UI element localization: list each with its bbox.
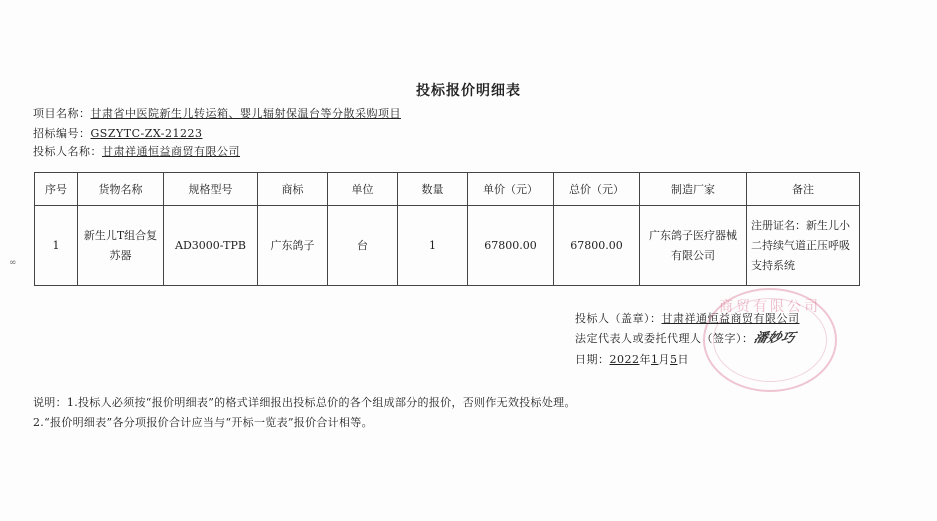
header-total-price: 总价（元） [554, 173, 640, 206]
seal-text: 商贸有限公司 [719, 299, 821, 315]
cell-unit: 台 [328, 206, 398, 286]
tender-number-label: 招标编号： [33, 127, 91, 140]
header-quantity: 数量 [398, 173, 468, 206]
cell-quantity: 1 [398, 206, 468, 286]
bidder-name-line [33, 145, 240, 159]
header-unit-price: 单价（元） [468, 173, 554, 206]
cell-manufacturer: 广东鸽子医疗器械有限公司 [640, 206, 747, 286]
representative-label: 法定代表人或委托代理人（签字）： [575, 332, 754, 345]
representative-line [575, 331, 797, 346]
note-line-1: 说明：1.投标人必须按“报价明细表”的格式详细报出投标总价的各个组成部分的报价，否则作无效投标处理。 [33, 396, 576, 409]
bidder-seal-label: 投标人（盖章）： [575, 312, 662, 325]
bidder-name-label: 投标人名称： [33, 145, 102, 158]
header-manufacturer: 制造厂家 [640, 173, 747, 206]
date-day-unit: 日 [677, 353, 689, 366]
header-unit: 单位 [328, 173, 398, 206]
date-year: 2022 [609, 353, 640, 366]
date-month-unit: 月 [658, 353, 670, 366]
cell-goods-name: 新生儿T组合复苏器 [78, 206, 164, 286]
cell-brand: 广东鸽子 [258, 206, 328, 286]
bidder-seal-value: 甘肃祥通恒益商贸有限公司 [661, 312, 800, 325]
cell-model: AD3000-TPB [164, 206, 258, 286]
header-brand: 商标 [258, 173, 328, 206]
header-model: 规格型号 [164, 173, 258, 206]
table-row [35, 206, 860, 286]
tender-number-value: GSZYTC-ZX-21223 [90, 127, 203, 140]
bidder-seal-line [575, 312, 800, 326]
project-name-label: 项目名称： [33, 107, 91, 120]
tender-number-line [33, 127, 203, 141]
date-line [575, 353, 689, 367]
table-header-row [35, 173, 860, 206]
date-day: 5 [670, 353, 678, 366]
note-line-2: 2.“报价明细表”各分项报价合计应当与“开标一览表”报价合计相等。 [33, 416, 373, 429]
date-month: 1 [651, 353, 659, 366]
cell-seq: 1 [35, 206, 78, 286]
cell-total-price: 67800.00 [554, 206, 640, 286]
bidder-name-value: 甘肃祥通恒益商贸有限公司 [102, 145, 240, 158]
header-seq: 序号 [35, 173, 78, 206]
cell-unit-price: 67800.00 [468, 206, 554, 286]
representative-signature: 潘妙巧 [751, 331, 797, 346]
header-goods-name: 货物名称 [78, 173, 164, 206]
page-title: 投标报价明细表 [416, 83, 521, 99]
project-name-value: 甘肃省中医院新生儿转运箱、婴儿辐射保温台等分散采购项目 [90, 107, 401, 120]
header-remarks: 备注 [747, 173, 860, 206]
margin-mark: ∞ [9, 258, 17, 268]
quotation-table [34, 172, 860, 286]
date-label: 日期： [575, 353, 610, 366]
cell-remarks: 注册证名：新生儿小二持续气道正压呼吸支持系统 [747, 206, 860, 286]
date-year-unit: 年 [639, 353, 651, 366]
project-name-line [33, 107, 401, 121]
